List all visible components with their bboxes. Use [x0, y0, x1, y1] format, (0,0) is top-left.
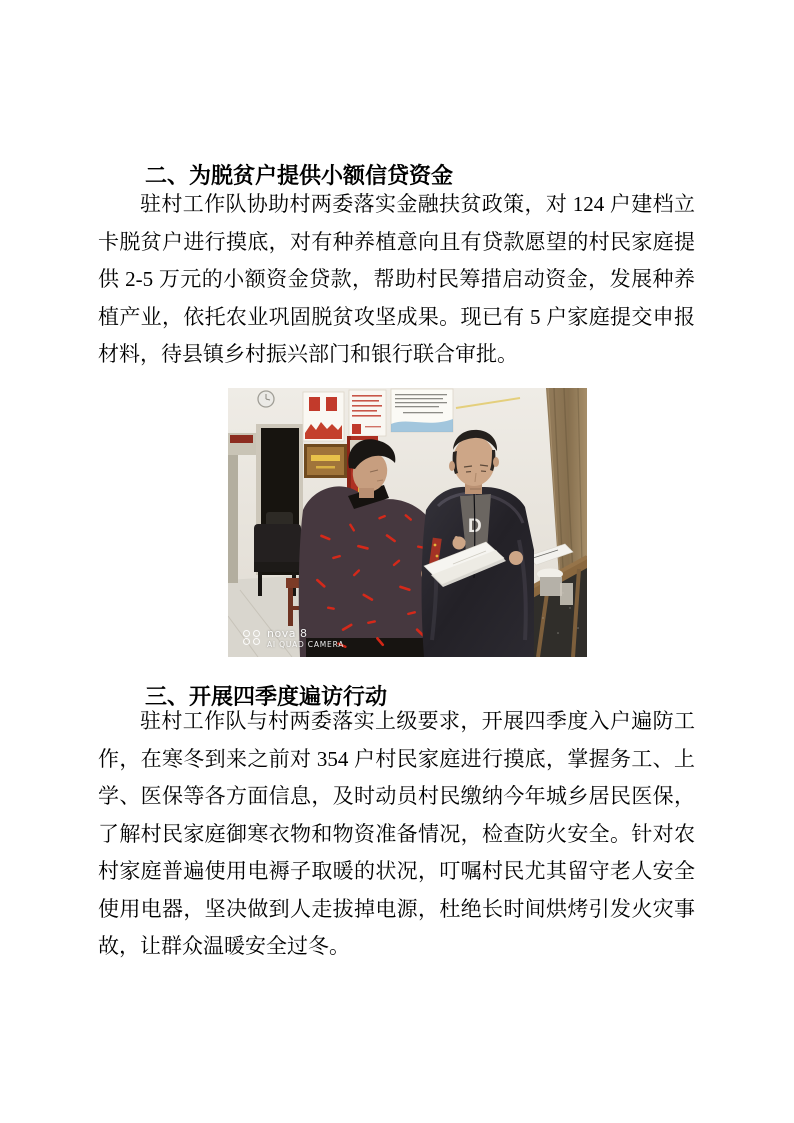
quad-camera-icon	[243, 628, 262, 645]
section-paragraph-visits: 驻村工作队与村两委落实上级要求，开展四季度入户遍防工作，在寒冬到来之前对 354 户村民家庭进行摸底，掌握务工、上学、医保等各方面信息，及时动员村民缴纳今年城乡居民医保，了解村民家庭御寒衣物和物资准备情况，检查防火安全。针对农村家庭普遍使用电褥子取暖的状况，叮嘱村民尤其留守老人安全使用电器，坚决做到人走拔掉电源，杜绝长时间烘烤引发火灾事故，让群众温暖安全过冬。	[98, 709, 695, 958]
wall-clock-icon	[258, 391, 274, 407]
section-heading-visits: 三、开展四季度遍访行动	[145, 684, 388, 710]
gold-plaque	[304, 444, 347, 478]
photo-scene	[228, 388, 587, 657]
section-paragraph-loans: 驻村工作队协助村两委落实金融扶贫政策，对 124 户建档立卡脱贫户进行摸底，对有种养植意向且有贷款愿望的村民家庭提供 2-5 万元的小额资金贷款，帮助村民筹措启动资金，发展种养植产业，依托农业巩固脱贫攻坚成果。现已有 5 户家庭提交申报材料，待县镇乡村振兴部门和银行联合审批。	[98, 192, 695, 366]
svg-text:D: D	[468, 516, 482, 537]
section-heading-loans: 二、为脱贫户提供小额信贷资金	[145, 163, 454, 189]
watermark-caption: AI QUAD CAMERA	[267, 640, 345, 649]
photo-village-office	[228, 388, 587, 657]
watermark-brand: nova 8	[267, 627, 308, 640]
camera-watermark	[243, 628, 344, 649]
